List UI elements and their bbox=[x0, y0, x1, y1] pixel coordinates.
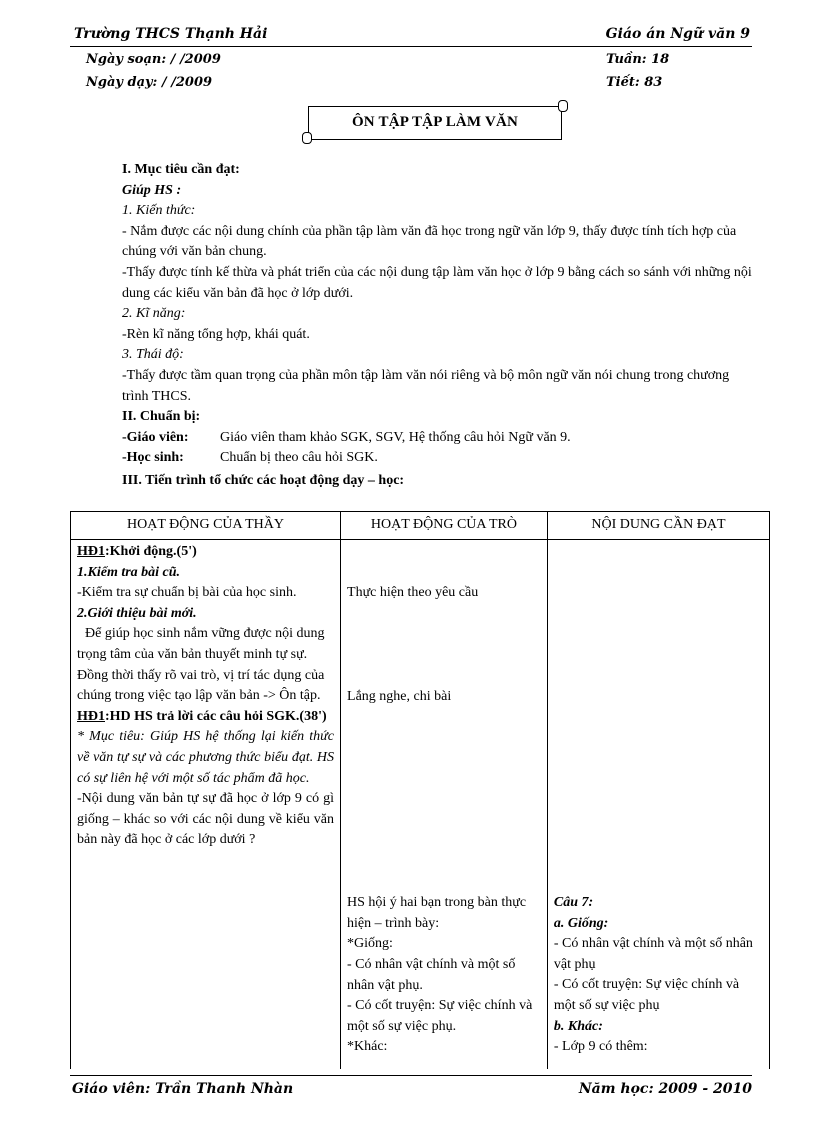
attitude-p1: -Thấy được tầm quan trọng của phần môn tập làm văn nói riêng và bộ môn ngữ văn nói chung trong chương trình THCS. bbox=[122, 367, 730, 404]
student-cell bbox=[341, 540, 548, 1070]
intro-heading: 2.Giới thiệu bài mới. bbox=[77, 605, 197, 621]
section2-heading: II. Chuẩn bị: bbox=[122, 409, 201, 425]
teacher-label: -Giáo viên: bbox=[122, 429, 189, 445]
teacher-cell bbox=[71, 540, 341, 1070]
content-cell bbox=[547, 540, 769, 1070]
knowledge-p1: - Nắm được các nội dung chính của phần tập làm văn đã học trong ngữ văn lớp 9, thấy được tính tích hợp của chúng với văn bản chung. bbox=[122, 223, 737, 260]
intro-text: Để giúp học sinh nắm vững được nội dung trọng tâm của văn bản thuyết minh tự sự. Đồng thời thấy rõ vai trò, vị trí tác dụng của chúng trong việc tạo lập văn bản -> Ôn tập. bbox=[77, 626, 325, 704]
student-same: *Giống: bbox=[347, 936, 393, 952]
student-label: -Học sinh: bbox=[122, 450, 184, 466]
header-content: NỘI DUNG CẦN ĐẠT bbox=[547, 512, 769, 540]
teach-date: Ngày dạy: / /2009 bbox=[86, 75, 213, 90]
lesson-body bbox=[122, 160, 752, 492]
content-same: a. Giống: bbox=[553, 915, 609, 931]
footer-divider bbox=[70, 1075, 752, 1076]
content-diff1: - Lớp 9 có thêm: bbox=[553, 1039, 648, 1055]
section3-heading: III. Tiến trình tổ chức các hoạt động dạy – học: bbox=[122, 472, 405, 488]
table-header-row bbox=[71, 512, 770, 540]
student-same1: - Có nhân vật chính và một số nhân vật phụ. bbox=[347, 956, 516, 993]
student-text: Chuẩn bị theo câu hỏi SGK. bbox=[220, 450, 378, 466]
header-divider bbox=[70, 46, 752, 47]
content-same1: - Có nhân vật chính và một số nhân vật phụ bbox=[553, 936, 753, 972]
student-same2: - Có cốt truyện: Sự việc chính và một số sự việc phụ. bbox=[347, 998, 533, 1034]
attitude-label: 3. Thái độ: bbox=[122, 347, 184, 363]
knowledge-label: 1. Kiến thức: bbox=[122, 203, 196, 219]
section1-heading: I. Mục tiêu cần đạt: bbox=[122, 162, 240, 177]
question-text: -Nội dung văn bản tự sự đã học ở lớp 9 có gì giống – khác so với các nội dung về kiểu văn bản này đã học ở các lớp dưới ? bbox=[77, 791, 335, 848]
lesson-title-scroll bbox=[302, 100, 568, 142]
student-exec: Thực hiện theo yêu cầu bbox=[347, 585, 479, 600]
skills-p1: -Rèn kĩ năng tổng hợp, khái quát. bbox=[122, 326, 310, 342]
student-diff: *Khác: bbox=[347, 1039, 388, 1055]
skills-label: 2. Kĩ năng: bbox=[122, 306, 186, 322]
check-heading: 1.Kiểm tra bài cũ. bbox=[77, 564, 181, 580]
footer-year: Năm học: 2009 - 2010 bbox=[578, 1081, 752, 1097]
header-teacher: HOẠT ĐỘNG CỦA THẦY bbox=[71, 512, 341, 540]
teacher-text: Giáo viên tham khảo SGK, SGV, Hệ thống câu hỏi Ngữ văn 9. bbox=[220, 429, 571, 445]
teacher-prep bbox=[122, 428, 752, 449]
goal-text: * Mục tiêu: Giúp HS hệ thống lại kiến thức về văn tự sự và các phương thức biểu đạt. HS có sự liên hệ với một số tác phẩm đã học. bbox=[77, 729, 335, 786]
school-name: Trường THCS Thạnh Hải bbox=[74, 26, 268, 42]
footer-teacher: Giáo viên: Trần Thanh Nhàn bbox=[72, 1081, 294, 1097]
check-text: -Kiểm tra sự chuẩn bị bài của học sinh. bbox=[77, 585, 297, 601]
student-listen: Lắng nghe, chi bài bbox=[347, 688, 452, 704]
content-q7: Câu 7: bbox=[553, 895, 594, 910]
lesson-title: ÔN TẬP TẬP LÀM VĂN bbox=[351, 114, 519, 130]
prep-date: Ngày soạn: / /2009 bbox=[86, 52, 221, 67]
header-student: HOẠT ĐỘNG CỦA TRÒ bbox=[341, 512, 548, 540]
student-prep bbox=[122, 448, 752, 469]
period: Tiết: 83 bbox=[606, 75, 663, 90]
content-same2: - Có cốt truyện: Sự việc chính và một số sự việc phụ bbox=[553, 977, 740, 1013]
week: Tuần: 18 bbox=[606, 52, 670, 67]
subject-name: Giáo án Ngữ văn 9 bbox=[605, 26, 750, 42]
content-diff: b. Khác: bbox=[553, 1018, 603, 1034]
section1-sub: Giúp HS : bbox=[122, 182, 182, 198]
hd2-heading: HĐ1:HD HS trả lời các câu hỏi SGK.(38') bbox=[77, 708, 327, 724]
table-row bbox=[71, 540, 770, 1070]
knowledge-p2: -Thấy được tính kế thừa và phát triển của các nội dung tập làm văn học ở lớp 9 bằng cách so sánh với những nội dung các kiểu văn bản đã học ở lớp dưới. bbox=[122, 264, 752, 301]
student-pair: HS hội ý hai bạn trong bàn thực hiện – trình bày: bbox=[347, 895, 527, 931]
activity-table bbox=[70, 511, 770, 1069]
hd1-heading: HĐ1:Khởi động.(5') bbox=[77, 544, 197, 559]
